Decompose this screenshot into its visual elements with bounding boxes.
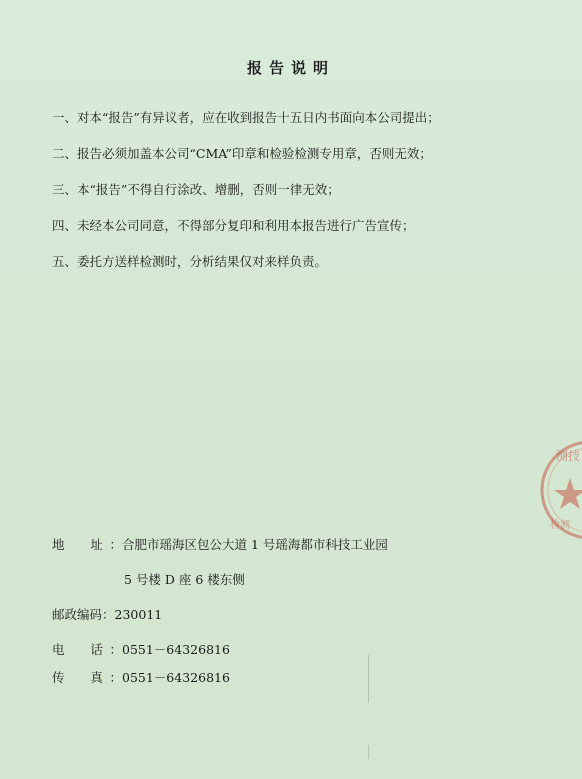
scan-line	[368, 655, 369, 703]
page-title: 报告说明	[246, 59, 335, 77]
address-line-1: 合肥市瑶海区包公大道 1 号瑶海都市科技工业园	[122, 537, 388, 552]
address-label: 地 址：	[52, 537, 122, 552]
fax-value: 0551－64326816	[122, 670, 230, 685]
seal-star-icon	[554, 478, 582, 509]
phone-row	[52, 640, 230, 658]
phone-label: 电 话：	[52, 642, 122, 657]
fax-label: 传 真：	[52, 670, 122, 685]
address-line-2: 5 号楼 D 座 6 楼东侧	[124, 572, 245, 587]
seal-text-top: 测技	[556, 449, 581, 463]
clause-3: 三、本“报告”不得自行涂改、增删，否则一律无效；	[52, 182, 340, 197]
postcode-label: 邮政编码：	[52, 607, 115, 622]
postcode-row	[52, 605, 162, 623]
address-row	[52, 535, 388, 553]
clause-4: 四、未经本公司同意，不得部分复印和利用本报告进行广告宣传；	[52, 218, 415, 233]
phone-value: 0551－64326816	[122, 642, 230, 657]
clause-1: 一、对本“报告”有异议者，应在收到报告十五日内书面向本公司提出；	[52, 110, 440, 125]
seal-text-bottom: 检测	[550, 520, 570, 531]
clause-2: 二、报告必须加盖本公司“CMA”印章和检验检测专用章，否则无效；	[52, 146, 432, 161]
company-seal	[540, 430, 582, 550]
clause-list	[52, 108, 572, 288]
fax-row	[52, 668, 230, 686]
scan-line	[368, 745, 369, 759]
postcode-value: 230011	[114, 607, 163, 622]
clause-5: 五、委托方送样检测时，分析结果仅对来样负责。	[52, 254, 328, 269]
